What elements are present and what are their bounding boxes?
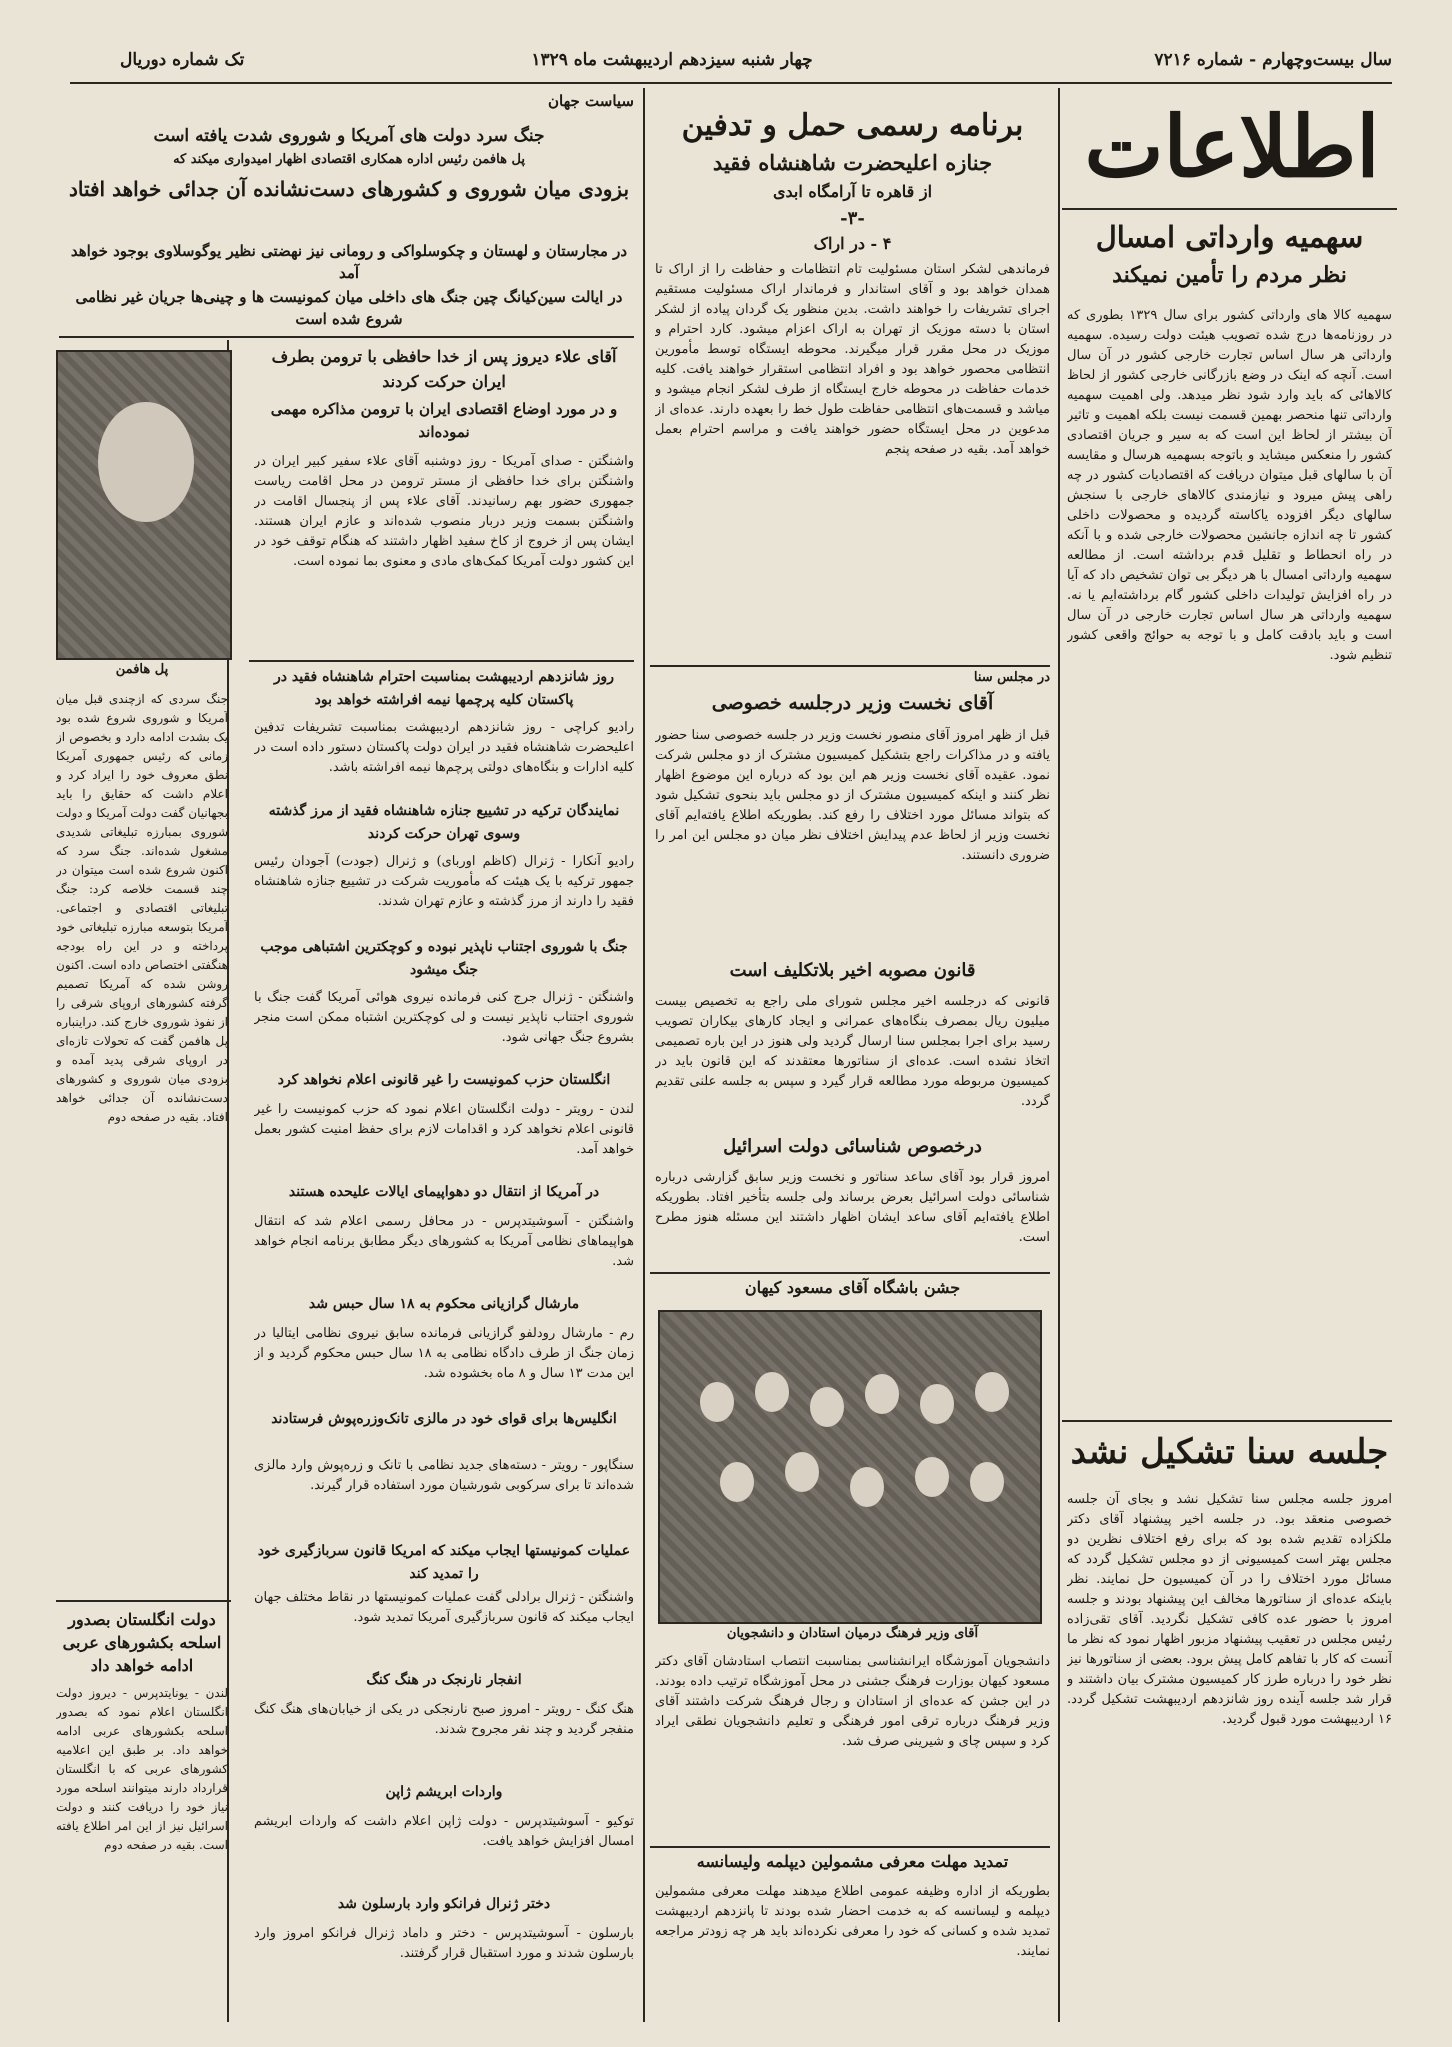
col2-law-body: قانونی که درجلسه اخیر مجلس شورای ملی راجع به تخصیص بیست میلیون ریال بمصرف بنگاه‌های عمرانی و ایجاد کارهای بیکاران تصویب رسید برای اجرا بمجلس سنا ارسال گردید ولی هنوز در این باره تصمیمی اتخاذ نشده است. عده‌ای از سناتورها معتقدند که این قانون باید در کمیسیون مربوطه مورد مطالعه قرار گیرد و سپس به جلسه علنی تقدیم گردد. [655,994,1050,1109]
col3-label: سیاست جهان [548,92,634,110]
col2-deadline-body: بطوریکه از اداره وظیفه عمومی اطلاع میدهند مهلت معرفی مشمولین دیپلمه و لیسانسه که به خدمت احضار شده بودند تا پانزدهم اردیبهشت تمدید شده و کسانی که خود را معرفی نکرده‌اند باید هر چه زودتر مراجعه نمایند. [655,1884,1050,1959]
col3-japan-head: واردات ابریشم ژاپن [385,1784,503,1800]
col2-photo-title: جشن باشگاه آقای مسعود کیهان [744,1278,961,1297]
col3-marshal-body: رم - مارشال رودلفو گرازیانی فرمانده سابق نیروی نظامی ایتالیا در زمان جنگ از طرف دادگاه نظامی به ۱۸ سال حبس محکوم گردید و از این مدت ۱۳ سال و ۸ ماه بخشوده شد. [254,1326,634,1381]
col3-usa-head: در آمریکا از انتقال دو دهواپیمای ایالات علیحده هستند [288,1184,600,1200]
col3-franco-body: بارسلون - آسوشیتدپرس - دختر و داماد ژنرال فرانکو امروز وارد بارسلون شدند و مورد استقبال قرار گرفتند. [254,1926,634,1961]
col3-brit-head: دولت انگلستان بصدور اسلحه بکشورهای عربی ادامه خواهد داد [62,1610,222,1675]
col1-headline: سهمیه وارداتی امسال [1095,220,1364,254]
hoffman-portrait [56,350,232,660]
col3-rule [249,660,634,662]
col3-side-rule [56,1600,231,1602]
col3-pak-head: روز شانزدهم اردیبهشت بمناسبت احترام شاهنشاه فقید در پاکستان کلیه پرچمها نیمه افراشته خواهد بود [274,669,614,708]
col2-israel-head: درخصوص شناسائی دولت اسرائیل [723,1136,982,1157]
top-rule [70,82,1392,84]
col3-malaya-head: انگلیس‌ها برای قوای خود در مالزی تانک‌وزره‌پوش فرستادند [271,1411,617,1427]
col1b-headline: جلسه سنا تشکیل نشد [1070,1432,1389,1472]
col2-photo-caption: آقای وزیر فرهنگ درمیان استادان و دانشجویان [726,1626,979,1641]
col3-brit-body: لندن - یونایتدپرس - دیروز دولت انگلستان اعلام نمود که بصدور اسلحه بکشورهای عربی ادامه خواهد داد. بر طبق این اعلامیه کشورهای عربی که با انگلستان قرارداد دارند میتوانند اسلحه مورد نیاز خود را دریافت کنند و دولت اسرائیل نیز از این امر اطلاع یافته است. بقیه در صفحه دوم [56,1686,228,1852]
hoffman-caption: پل هافمن [115,662,169,677]
col3-sub2: در ایالت سین‌کیانگ چین جنگ های داخلی میان کمونیست ها و چینی‌ها جریان غیر نظامی شروع شده است [75,288,623,328]
col2-photo-body: دانشجویان آموزشگاه ایرانشناسی بمناسبت انتصاب استادشان آقای دکتر مسعود کیهان بوزارت فرهنگ جشنی در محل آموزشگاه ترتیب داده بودند. در این جشن که عده‌ای از استادان و رجال فرهنگ شرکت داشتند آقای وزیر فرهنگ درباره ترقی امور فرهنگی و تعلیم دانشجویان نطقی ایراد کرد و سپس چای و شیرینی صرف شد. [655,1654,1050,1749]
col3-korea-body: واشنگتن - ژنرال جرج کنی فرمانده نیروی هوائی آمریکا گفت جنگ با شوروی اجتناب ناپذیر نیست و لی کوچکترین اشتباه ممکن است منجر بشروع جنگ جهانی شود. [254,990,634,1045]
col2-section: ۴ - در اراک [813,234,892,253]
col2-senate-label: در مجلس سنا [973,670,1050,685]
col2-subhead2: از قاهره تا آرامگاه ابدی [772,182,933,201]
col3-pak-body: رادیو کراچی - روز شانزدهم اردیبهشت بمناسبت تشریفات تدفین اعلیحضرت شاهنشاه فقید در ایران دولت پاکستان دستور داده است در کلیه ادارات و بنگاه‌های دولتی پرچم‌ها نیمه افراشته باشد. [254,720,634,775]
col3-alaa-sub: و در مورد اوضاع اقتصادی ایران با ترومن مذاکره مهمی نموده‌اند [270,400,618,441]
col3-kicker2: پل هافمن رئیس اداره همکاری اقتصادی اظهار امیدواری میکند که [173,152,525,167]
col3-commun-head: عملیات کمونیستها ایجاب میکند که امریکا قانون سربازگیری خود را تمدید کند [257,1543,631,1582]
column-divider [643,88,645,2022]
col3-turk-head: نمایندگان ترکیه در تشییع جنازه شاهنشاه فقید از مرز گذشته وسوی تهران حرکت کردند [268,803,620,842]
col3-japan-body: توکیو - آسوشیتدپرس - دولت ژاپن اعلام داشت که واردات ابریشم امسال افزایش خواهد یافت. [254,1814,634,1849]
col3-korea-head: جنگ با شوروی اجتناب ناپذیر نبوده و کوچکترین اشتباهی موجب جنگ میشود [260,939,628,978]
col2-photo [658,1310,1042,1624]
col3-alaa-body: واشنگتن - صدای آمریکا - روز دوشنبه آقای علاء سفیر کبیر ایران در واشنگتن برای خدا حافظی از مستر ترومن در محل اقامت ریاست جمهوری حضور بهم رسانیدند. آقای علاء پس از پنجسال اقامت در واشنگتن بسمت وزیر دربار منصوب شده‌اند و عازم ایران هستند. ایشان پس از خروج از کاخ سفید اظهار داشتند که هنگام توقف خود در این کشور دولت آمریکا کمک‌های مادی و معنوی بما نموده است. [254,454,634,569]
issue-date: چهار شنبه سیزدهم اردیبهشت ماه ۱۳۲۹ [531,50,813,70]
col2-law-head: قانون مصوبه اخیر بلاتکلیف است [729,960,976,981]
col1-rule [1062,1420,1392,1422]
col1-subhead: نظر مردم را تأمین نمیکند [1112,262,1347,288]
col3-sub1: در مجارستان و لهستان و چکوسلواکی و رومانی نیز نهضتی نظیر یوگوسلاوی بوجود خواهد آمد [70,242,628,282]
col3-england-body: لندن - رویتر - دولت انگلستان اعلام نمود که حزب کمونیست را غیر قانونی اعلام نخواهد کرد و اقدامات لازم برای حفظ امنیت کشور بعمل خواهد آمد. [254,1102,634,1157]
col2-headline: برنامه رسمی حمل و تدفین [681,108,1024,143]
column-divider [1058,88,1060,2022]
col2-rule [650,1846,1050,1848]
col1b-body: امروز جلسه مجلس سنا تشکیل نشد و بجای آن جلسه خصوصی منعقد بود. در جلسه اخیر پیشنهاد آقای دکتر ملکزاده تقدیم شده بود که برای رفع اختلاف نظرین دو مجلس بهتر است کمیسیونی از دو مجلس تشکیل گردد که مسائل مورد اختلاف را در آن کمیسیون حل نمایند. نظر باینکه عده‌ای از سناتورها مخالف این پیشنهاد بودند و جلسه امروز با حضور عده کافی تشکیل نگردید. آقای تقی‌زاده رئیس مجلس در تعقیب پیشنهاد مزبور اظهار نمود که نظر ما آنست که کار با تفاهم کامل پیش برود. بعضی از سناتورها نیز نظر خود را درباره طرز کار کمیسیون مشترک بیان داشتند و قرار شد جلسه آینده روز شانزدهم اردیبهشت تشکیل گردد. ۱۶ اردیبهشت مورد قبول گردید. [1067,1492,1392,1727]
logo-rule [1062,208,1397,210]
col3-turk-body: رادیو آنکارا - ژنرال (کاظم اوربای) و ژنرال (جودت) آجودان رئیس جمهور ترکیه با یک هیئت که مأموریت شرکت در تشییع جنازه شاهنشاه فقید را دارند از مرز گذشته و عازم تهران شدند. [254,854,634,909]
col3-hongkong-head: انفجار نارنجک در هنگ کنگ [366,1672,522,1688]
col1-body: سهمیه کالا های وارداتی کشور برای سال ۱۳۲۹ بطوری که در روزنامه‌ها درج شده تصویب هیئت دولت رسیده. سهمیه وارداتی هر سال اساس تجارت خارجی کشور در آن سال است. آنچه که اینک در وضع بازرگانی خارجی کشور از لحاظ کالاهائی که باید وارد شود نظر میدهد. ولی اهمیت سهمیه وارداتی تنها منحصر بهمین قسمت نیست بلکه اهمیت و تاثیر آن بیشتر از لحاظ این است که به سیر و جریان اقتصادی کشور را منعکس میشاید و باتوجه بسهمیه هرسال و مقایسه آن با سالهای قبل میتوان دریافت که اقتصادیات کشور در چه راهی پیش میرود و نیازمندی کالاهای خارجی با سنجش سالهای دیگر افزوده یاکاسته گردیده و محصولات داخلی کشور تا چه اندازه جانشین محصولات خارجی شده و با آنکه در راه انحطاط و تقلیل قدم برداشته است. از مطالعه سهمیه وارداتی امسال با هر دیگر بی توان تشخیص داد که آیا در راه افزایش تولیدات داخلی کشور گام برداشته‌ایم یا نه. سهمیه وارداتی هر سال اساس تجارت خارجی در آن سال است و باید بادقت کامل و با توجه به حوائج واقعی کشور تنظیم شود. [1067,308,1392,663]
col3-side-text: جنگ سردی که ازچندی قبل میان آمریکا و شوروی شروع شده بود یک بشدت ادامه دارد و بخصوص از زمانی که رئیس جمهوری آمریکا نطق معروف خود را ایراد کرد و اعلام داشت که حقایق را باید بجهانیان گفت دولت آمریکا و دولت شوروی بمبارزه تبلیغاتی شدیدی مشغول شده‌اند. جنگ سرد که اکنون شروع شده است میتوان در چند قسمت خلاصه کرد: جنگ تبلیغاتی اقتصادی و اجتماعی. آمریکا بتوسعه مبارزه تبلیغاتی خود پرداخته و در این راه بودجه هنگفتی اختصاص داده است. اکنون روشن شده که آمریکا تصمیم گرفته کشورهای اروپای شرقی را از نفوذ شوروی خارج کند. دراینباره پل هافمن گفت که تحولات تازه‌ای در اروپای شرقی پدید آمده و بزودی میان شوروی و کشورهای دست‌نشانده آن جدائی خواهد افتاد. بقیه در صفحه دوم [56,692,228,1124]
masthead-logo: اطلاعات [1084,97,1380,196]
col2-part: -۳- [840,208,865,229]
col3-marshal-head: مارشال گرازیانی محکوم به ۱۸ سال حبس شد [308,1296,580,1312]
col3-alaa-head: آقای علاء دیروز پس از خدا حافظی با ترومن بطرف ایران حرکت کردند [271,347,617,391]
col3-headline: بزودی میان شوروی و کشورهای دست‌نشانده آن جدائی خواهد افتاد [68,177,630,201]
issue-price: تک شماره دوریال [120,50,245,70]
col3-commun-body: واشنگتن - ژنرال برادلی گفت عملیات کمونیستها در نقاط مختلف جهان ایجاب میکند که قانون سربازگیری آمریکا تمدید شود. [254,1590,634,1625]
col3-franco-head: دختر ژنرال فرانکو وارد بارسلون شد [337,1896,551,1912]
col3-kicker: جنگ سرد دولت های آمریکا و شوروی شدت یافته است [153,126,545,146]
col2-rule [650,1272,1050,1274]
col2-body: فرماندهی لشکر استان مسئولیت تام انتظامات و حفاظت را از اراک تا همدان خواهد بود و آقای استاندار و فرماندار اراک مسئولیت مستقیم اجرای تشریفات را خواهند داشت. بدین منظور یک گردان پیاده از لشکر استان با دسته موزیک از تهران به اراک اعزام میشود. کارد احترام و موزیک در محل مقرر قرار میگیرند. محوطه ایستگاه توسط مأمورین انتظامی محصور خواهد بود و افراد انتظامی استقرار خواهند یافت. کلیه خدمات حفاظت در محوطه خارج ایستگاه از طرف لشکر انجام میشود و میاشد و قسمت‌های انتظامی حفاظت طول خط را بعهده دارند. عده‌ای از مدعوین در محل ایستگاه حضور خواهند یافت و مراسم احترام بعمل خواهد آمد. بقیه در صفحه پنجم [655,262,1050,457]
col2-senate-head: آقای نخست وزیر درجلسه خصوصی [711,692,994,714]
col3-malaya-body: سنگاپور - رویتر - دسته‌های جدید نظامی با تانک و زره‌پوش وارد مالزی شده‌اند تا برای سرکوبی شورشیان مورد استفاده قرار گیرند. [254,1458,634,1493]
col2-subhead: جنازه اعلیحضرت شاهنشاه فقید [712,150,993,175]
col3-hongkong-body: هنگ کنگ - رویتر - امروز صبح نارنجکی در یکی از خیابان‌های هنگ کنگ منفجر گردید و چند نفر مجروح شدند. [254,1702,634,1737]
col2-israel-body: امروز قرار بود آقای ساعد سناتور و نخست وزیر سابق گزارشی درباره شناسائی دولت اسرائیل بعرض برساند ولی جلسه بتأخیر افتاد. بطوریکه اطلاع یافته‌ایم آقای ساعد ایشان اظهار داشتند این مسئله هنوز مطرح است. [655,1170,1050,1245]
col3-england-head: انگلستان حزب کمونیست را غیر قانونی اعلام نخواهد کرد [277,1072,611,1088]
col3-usa-body: واشنگتن - آسوشیتدپرس - در محافل رسمی اعلام شد که انتقال هواپیماهای نظامی آمریکا به کشورهای دیگر مطابق برنامه انجام خواهد شد. [254,1214,634,1269]
col2-rule [650,665,1050,667]
col2-deadline-head: تمدید مهلت معرفی مشمولین دیپلمه ولیسانسه [696,1852,1009,1871]
issue-number: سال بیست‌وچهارم - شماره ۷۲۱۶ [1154,50,1392,70]
col2-senate-body: قبل از ظهر امروز آقای منصور نخست وزیر در جلسه خصوصی سنا حضور یافته و در مذاکرات راجع بتشکیل کمیسیون مشترک از دو مجلس شرکت نمود. عقیده آقای نخست وزیر هم این بود که درباره این موضوع اظهار نظر کنند و اینکه کمیسیون مشترک از دو مجلس باید بنحوی تشکیل شود که بتواند مسائل مورد اختلاف را رفع کند. بطوریکه اطلاع یافته‌ایم آقای نخست وزیر از لحاظ عدم پیدایش اختلاف نظر میان دو مجلس این امر را ضروری دانستند. [655,728,1050,863]
col3-rule [59,336,634,338]
